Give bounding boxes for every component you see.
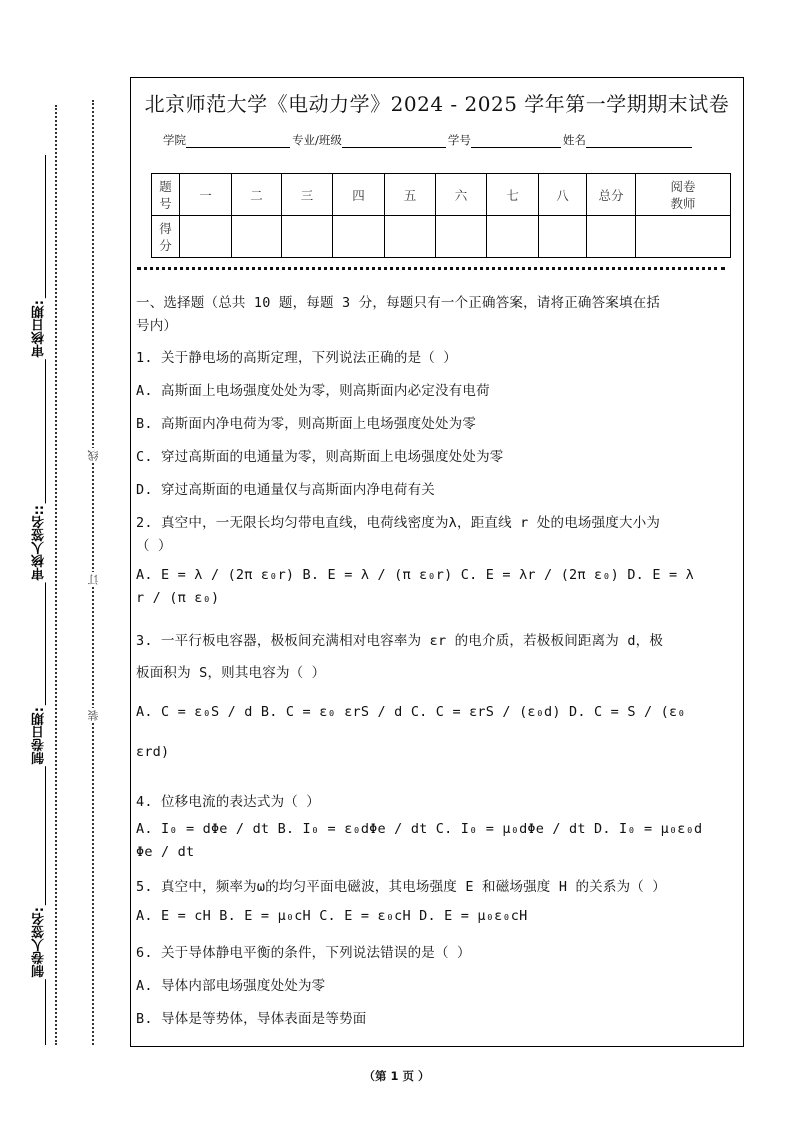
dotted-cut-line-inner — [55, 105, 57, 1045]
section-heading-cont: 号内） — [136, 318, 178, 334]
score-row — [152, 216, 731, 258]
col-grader: 阅卷 教师 — [636, 174, 731, 216]
binding-mark-bind: 装 — [87, 710, 100, 721]
page-number: （第 1 页 ） — [363, 1069, 430, 1083]
q4-stem: 4. 位移电流的表达式为（ ） — [136, 794, 321, 810]
col-6: 六 — [436, 174, 487, 216]
score-cell-1[interactable] — [180, 216, 232, 258]
q1-option-b: B. 高斯面内净电荷为零，则高斯面上电场强度处处为零 — [136, 416, 477, 432]
col-1: 一 — [180, 174, 232, 216]
section-heading: 一、选择题（总共 10 题，每题 3 分，每题只有一个正确答案，请将正确答案填在括 — [136, 295, 661, 311]
college-field[interactable] — [186, 134, 290, 148]
score-cell-7[interactable] — [487, 216, 539, 258]
exam-frame — [130, 77, 744, 1047]
student-id-label: 学号 — [447, 133, 471, 147]
major-class-field[interactable] — [342, 134, 446, 148]
score-cell-grader[interactable] — [636, 216, 731, 258]
score-cell-2[interactable] — [232, 216, 282, 258]
name-label: 姓名 — [562, 133, 586, 147]
score-cell-3[interactable] — [282, 216, 333, 258]
col-5: 五 — [385, 174, 436, 216]
score-cell-8[interactable] — [539, 216, 587, 258]
q1-option-a: A. 高斯面上电场强度处处为零，则高斯面内必定没有电荷 — [136, 383, 490, 399]
q5-stem: 5. 真空中，频率为ω的均匀平面电磁波，其电场强度 E 和磁场强度 H 的关系为（ ） — [136, 879, 667, 895]
major-class-label: 专业/班级 — [292, 133, 342, 147]
q6-stem: 6. 关于导体静电平衡的条件，下列说法错误的是（ ） — [136, 945, 471, 961]
exam-title: 北京师范大学《电动力学》2024 - 2025 学年第一学期期末试卷 — [144, 92, 730, 116]
q2-stem: 2. 真空中，一无限长均匀带电直线，电荷线密度为λ，距直线 r 处的电场强度大小为 — [136, 515, 661, 531]
score-cell-5[interactable] — [385, 216, 436, 258]
score-cell-4[interactable] — [333, 216, 385, 258]
q4-options: A. I₀ = dΦe / dt B. I₀ = ε₀dΦe / dt C. I₀ = μ₀dΦe / dt D. I₀ = μ₀ε₀d — [136, 821, 703, 837]
q2-stem-cont: （ ） — [136, 538, 172, 554]
dotted-separator — [137, 267, 725, 270]
student-info-row — [163, 132, 694, 148]
score-cell-6[interactable] — [436, 216, 487, 258]
q1-stem: 1. 关于静电场的高斯定理，下列说法正确的是（ ） — [136, 350, 458, 366]
q6-option-a: A. 导体内部电场强度处处为零 — [136, 978, 326, 994]
q3-stem-cont: 板面积为 S，则其电容为（ ） — [136, 665, 326, 681]
q2-options: A. E = λ / (2π ε₀r) B. E = λ / (π ε₀r) C. E = λr / (2π ε₀) D. E = λ — [136, 567, 694, 583]
col-4: 四 — [333, 174, 385, 216]
col-2: 二 — [232, 174, 282, 216]
paper-maker-signature-label: 制卷人签名: — [32, 907, 47, 978]
question-number-row — [152, 174, 731, 216]
q5-options: A. E = cH B. E = μ₀cH C. E = ε₀cH D. E = μ₀ε₀cH — [136, 908, 528, 924]
score-cell-total[interactable] — [587, 216, 636, 258]
q3-stem: 3. 一平行板电容器，极板间充满相对电容率为 εr 的电介质，若极板间距离为 d，极 — [136, 633, 664, 649]
col-3: 三 — [282, 174, 333, 216]
paper-date-label: 制卷日期: — [32, 707, 47, 765]
score-table — [151, 173, 731, 258]
college-label: 学院 — [163, 133, 186, 147]
name-field[interactable] — [586, 134, 692, 148]
binding-mark-staple: 订 — [87, 574, 100, 585]
q1-option-c: C. 穿过高斯面的电通量为零，则高斯面上电场强度处处为零 — [136, 449, 504, 465]
student-id-field[interactable] — [471, 134, 561, 148]
row-header-score: 得 分 — [152, 216, 180, 258]
q6-option-b: B. 导体是等势体，导体表面是等势面 — [136, 1011, 367, 1027]
binding-mark-line: 线 — [87, 450, 100, 461]
col-total: 总分 — [587, 174, 636, 216]
col-7: 七 — [487, 174, 539, 216]
q1-option-d: D. 穿过高斯面的电通量仅与高斯面内净电荷有关 — [136, 482, 435, 498]
row-header-question: 题 号 — [152, 174, 180, 216]
reviewer-signature-label: 审核人签名:: — [32, 505, 47, 581]
col-8: 八 — [539, 174, 587, 216]
q2-options-cont: r / (π ε₀) — [136, 590, 220, 606]
review-date-label: 审核日期: — [32, 300, 47, 358]
q3-options: A. C = ε₀S / d B. C = ε₀ εrS / d C. C = εrS / (ε₀d) D. C = S / (ε₀ — [136, 704, 686, 720]
q3-options-cont: εrd) — [136, 744, 170, 760]
q4-options-cont: Φe / dt — [136, 844, 195, 860]
